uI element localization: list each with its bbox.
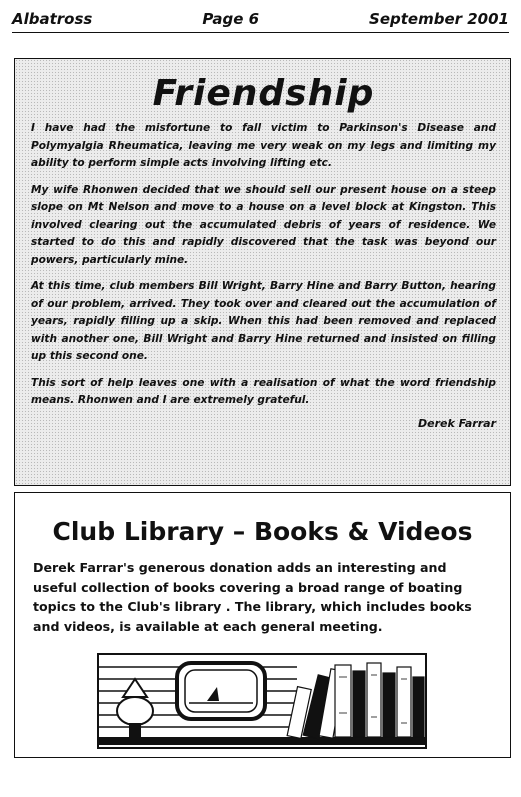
friendship-paragraph-2: My wife Rhonwen decided that we should sell our present house on a steep slope on Mt Nelson and move to a house on a level block at Kingston. This involved clearing out the accumulated debris of years of residence. We started to do this and rapidly discovered that the task was beyond our powers, particularly mine.	[31, 183, 496, 266]
friendship-paragraph-1: I have had the misfortune to fall victim to Parkinson's Disease and Polymyalgia Rheumatica, leaving me very weak on my legs and limiting my ability to perform simple acts involving lifting etc.	[31, 122, 496, 169]
library-article	[14, 492, 511, 758]
friendship-paragraph-4: This sort of help leaves one with a realisation of what the word friendship means. Rhonwen and I are extremely grateful.	[31, 376, 496, 406]
friendship-article	[14, 58, 511, 486]
issue-date: September 2001	[369, 10, 509, 28]
library-body: Derek Farrar's generous donation adds an interesting and useful collection of books covering a broad range of boating topics to the Club's library . The library, which includes books and videos, is available at each general meeting.	[33, 560, 472, 634]
page-number: Page 6	[202, 10, 260, 28]
friendship-signature: Derek Farrar	[418, 416, 496, 430]
friendship-title: Friendship	[152, 73, 375, 114]
bookshelf-illustration	[97, 653, 427, 749]
page-header	[12, 6, 509, 33]
library-title: Club Library – Books & Videos	[52, 517, 473, 546]
friendship-paragraph-3: At this time, club members Bill Wright, Barry Hine and Barry Button, hearing of our problem, arrived. They took over and cleared out the accumulation of years, rapidly filling up a skip. When this had been removed and replaced with another one, Bill Wright and Barry Hine returned and insisted on filling up this second one.	[31, 280, 496, 362]
publication-name: Albatross	[12, 10, 93, 28]
